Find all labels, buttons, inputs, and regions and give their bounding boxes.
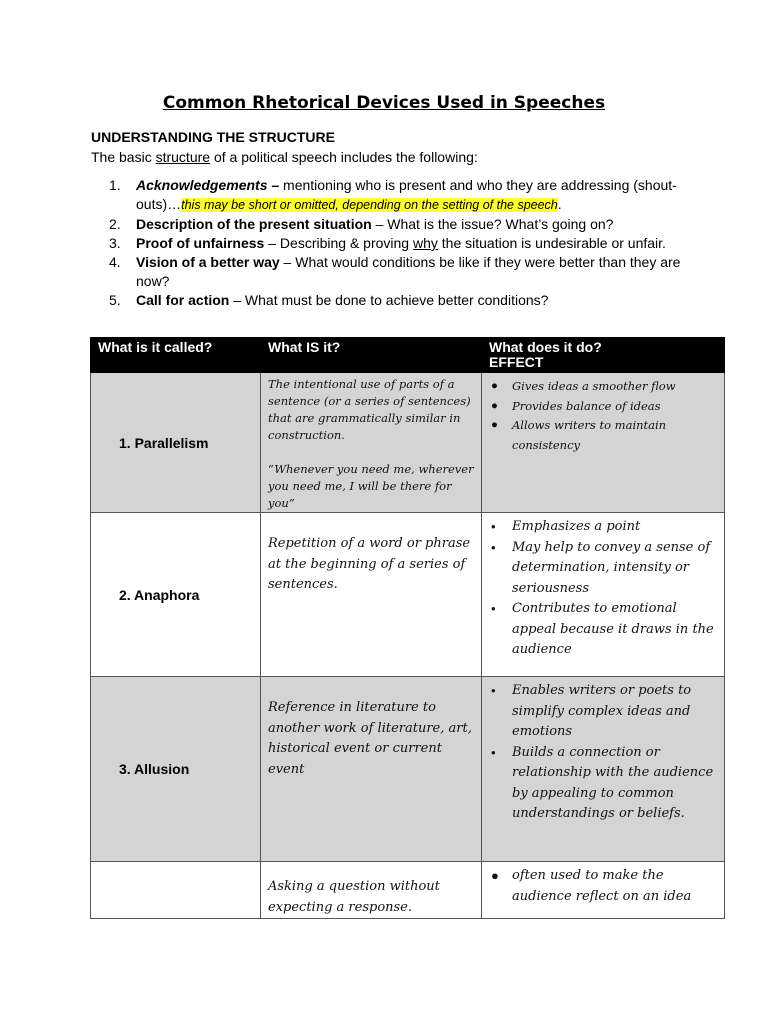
effect-text: Allows writers to maintain consistency bbox=[512, 418, 667, 452]
effect-text: Enables writers or poets to simplify complex ideas and emotions bbox=[512, 683, 692, 739]
intro-text bbox=[91, 149, 478, 165]
step-term: Vision of a better way bbox=[136, 254, 280, 270]
effect-text: often used to make the audience reflect on an idea bbox=[512, 868, 692, 904]
header-effect-line2: EFFECT bbox=[489, 354, 544, 370]
table-row bbox=[91, 677, 725, 862]
device-definition-cell bbox=[261, 513, 482, 677]
list-item bbox=[109, 253, 689, 291]
header-effect bbox=[482, 338, 725, 373]
effects-list bbox=[482, 513, 724, 661]
effects-list bbox=[482, 862, 724, 907]
device-name: 1. Parallelism bbox=[91, 373, 261, 513]
effect-text: Gives ideas a smoother flow bbox=[512, 379, 676, 393]
bullet: ● bbox=[491, 380, 498, 392]
effect-text: Builds a connection or relationship with the audience by appealing to common understandings or beliefs. bbox=[512, 744, 714, 821]
device-effects-cell bbox=[482, 513, 725, 677]
list-item bbox=[491, 599, 718, 661]
bullet: ● bbox=[491, 399, 498, 412]
list-item bbox=[109, 176, 689, 215]
device-example: “Whenever you need me, wherever you need me, I will be there for you” bbox=[268, 462, 474, 510]
effect-text: Emphasizes a point bbox=[512, 519, 641, 534]
step-term: Acknowledgements – bbox=[136, 177, 280, 193]
device-effects-cell bbox=[482, 862, 725, 919]
step-term: Call for action bbox=[136, 292, 230, 308]
list-number: 2. bbox=[109, 216, 121, 232]
device-definition: Reference in literature to another work of literature, art, historical event or current event bbox=[268, 700, 472, 777]
bullet: • bbox=[491, 601, 496, 616]
device-name: 2. Anaphora bbox=[91, 513, 261, 677]
device-definition: Asking a question without expecting a response. bbox=[268, 879, 440, 915]
header-definition: What IS it? bbox=[261, 338, 482, 373]
effects-list bbox=[482, 373, 724, 455]
bullet: • bbox=[491, 539, 496, 555]
device-name: 3. Allusion bbox=[91, 677, 261, 862]
step-text: – What would conditions be like if they were better than they are now? bbox=[136, 254, 681, 289]
section-heading: UNDERSTANDING THE STRUCTURE bbox=[91, 129, 335, 145]
list-number: 3. bbox=[109, 235, 121, 251]
table-row bbox=[91, 373, 725, 513]
list-number: 1. bbox=[109, 177, 121, 193]
list-item bbox=[491, 538, 718, 600]
device-definition: The intentional use of parts of a sentence (or a series of sentences) that are grammatically similar in construction. bbox=[268, 377, 471, 442]
bullet: • bbox=[491, 519, 496, 534]
list-item bbox=[491, 743, 718, 825]
header-effect-line1: What does it do? bbox=[489, 339, 602, 355]
step-text: – Describing & proving bbox=[264, 235, 413, 251]
structure-list bbox=[109, 176, 689, 310]
underlined-word: why bbox=[413, 235, 438, 251]
table-row bbox=[91, 862, 725, 919]
list-item bbox=[491, 416, 718, 455]
effect-text: May help to convey a sense of determination, intensity or seriousness bbox=[512, 539, 711, 596]
devices-table bbox=[90, 337, 725, 919]
step-text: – What is the issue? What’s going on? bbox=[371, 216, 614, 232]
intro-suffix: of a political speech includes the following: bbox=[210, 149, 478, 165]
bullet: ● bbox=[491, 868, 499, 883]
effect-text: Provides balance of ideas bbox=[512, 398, 661, 413]
device-effects-cell bbox=[482, 677, 725, 862]
list-item bbox=[491, 397, 718, 417]
device-definition-cell bbox=[261, 862, 482, 919]
table-row bbox=[91, 513, 725, 677]
effect-text: Contributes to emotional appeal because it draws in the audience bbox=[512, 601, 714, 657]
list-item bbox=[491, 377, 718, 397]
step-text: mentioning who is present and who they are addressing (shout-outs)… bbox=[136, 177, 677, 212]
list-item bbox=[109, 215, 689, 234]
intro-prefix: The basic bbox=[91, 149, 156, 165]
step-text: – What must be done to achieve better conditions? bbox=[229, 292, 549, 308]
device-name bbox=[91, 862, 261, 919]
page-title: Common Rhetorical Devices Used in Speeches bbox=[162, 93, 606, 113]
intro-underlined-word: structure bbox=[155, 149, 211, 165]
header-name: What is it called? bbox=[91, 338, 261, 373]
step-term: Proof of unfairness bbox=[136, 235, 265, 251]
list-number: 5. bbox=[109, 292, 121, 308]
highlighted-note: this may be short or omitted, depending on the setting of the speech bbox=[181, 198, 558, 212]
bullet: • bbox=[491, 744, 496, 760]
device-effects-cell bbox=[482, 373, 725, 513]
step-text: the situation is undesirable or unfair. bbox=[437, 235, 666, 251]
list-item bbox=[109, 291, 689, 310]
list-item bbox=[491, 866, 718, 907]
step-tail: . bbox=[557, 196, 562, 212]
list-number: 4. bbox=[109, 254, 121, 270]
list-item bbox=[491, 517, 718, 538]
list-item bbox=[109, 234, 689, 253]
table-header-row bbox=[91, 338, 725, 373]
step-term: Description of the present situation bbox=[136, 216, 372, 232]
bullet: • bbox=[491, 683, 496, 698]
list-item bbox=[491, 681, 718, 743]
effects-list bbox=[482, 677, 724, 825]
device-definition-cell bbox=[261, 373, 482, 513]
bullet: ● bbox=[491, 419, 498, 431]
device-definition-cell bbox=[261, 677, 482, 862]
device-definition: Repetition of a word or phrase at the beginning of a series of sentences. bbox=[268, 536, 471, 592]
